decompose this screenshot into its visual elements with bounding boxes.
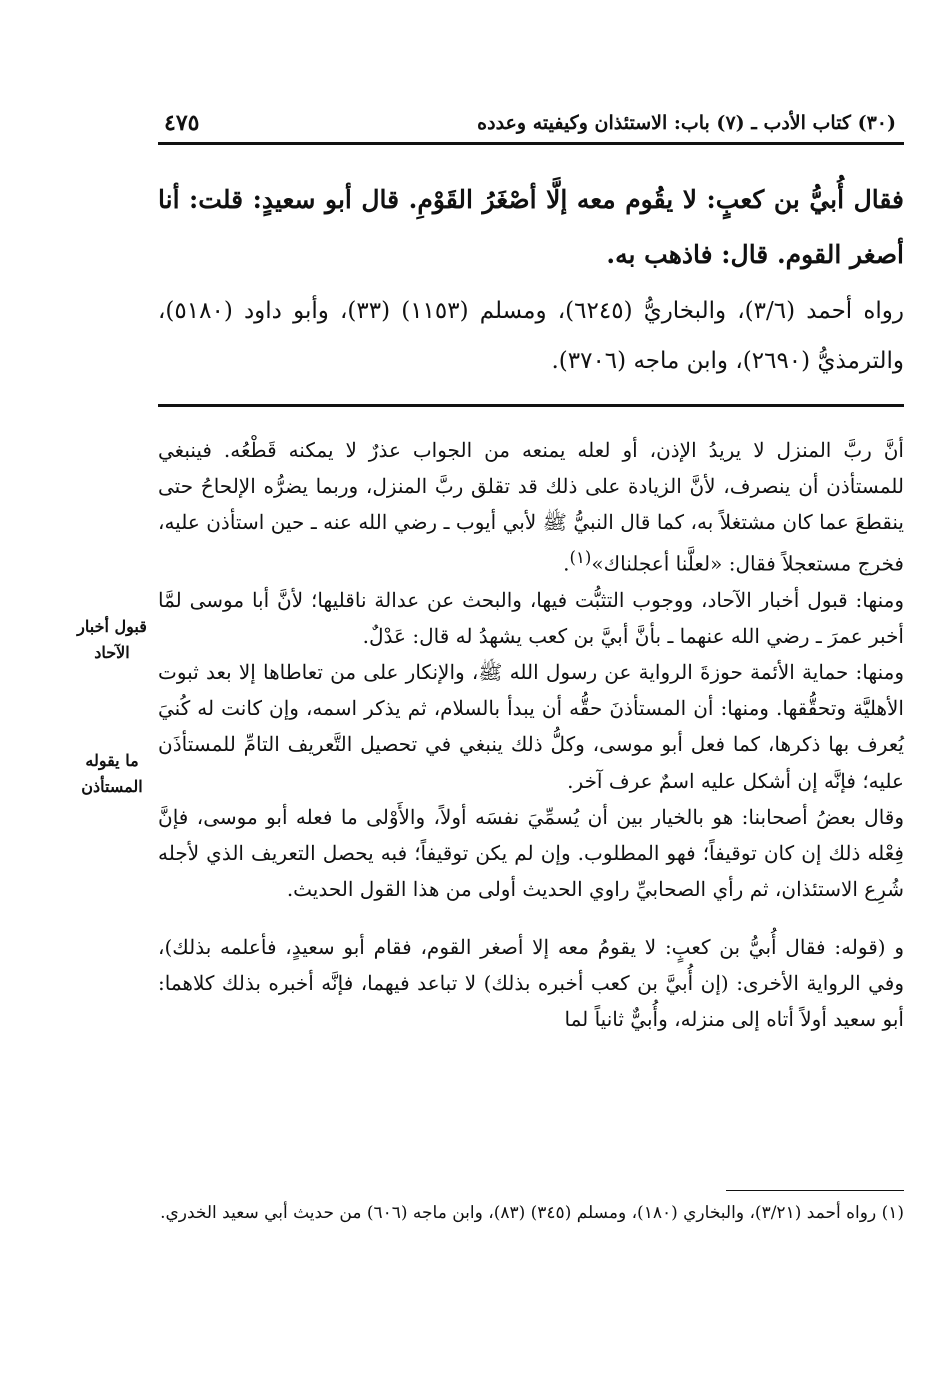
footnote-ref: (١) <box>569 548 592 568</box>
commentary-text-end: . <box>563 551 570 576</box>
page-number: ٤٧٥ <box>164 110 200 136</box>
footnote: (١) رواه أحمد (٣/٢١)، والبخاري (١٨٠)، ومسلم (٣٤٥) (٨٣)، وابن ماجه (٦٠٦) من حديث أبي سعيد الخدري. <box>160 1203 904 1223</box>
commentary-paragraph: و (قوله: فقال أُبيُّ بن كعبٍ: لا يقومُ معه إلا أصغر القوم، فقام أبو سعيدٍ، فأعلمه بذلك)، وفي الرواية الأخرى: (إن أُبيَّ بن كعب أخبره بذلك) لا تباعد فيهما، فإنَّه أخبره بذلك كلاهما: أبو سعيد أولاً أتاه إلى منزله، وأُبيٌّ ثانياً لما <box>158 934 904 1032</box>
chapter-title: (٣٠) كتاب الأدب ـ (٧) باب: الاستئذان وكيفيته وعدده <box>477 112 896 134</box>
commentary-paragraph: ومنها: حماية الأئمة حوزةَ الرواية عن رسول الله ﷺ، والإنكار على من تعاطاها إلا بعد ثبوت الأهليَّة وتحقُّقها. ومنها: أن المستأذنَ حقُّه أن يبدأ بالسلام، ثم يذكر اسمه، وإن كانت له كُنيَ يُعرف بها ذكرها، كما فعل أبو موسى، وكلُّ ذلك ينبغي في تحصيل التَّعريف التامِّ للمستأذَن عليه؛ فإنَّه إن أشكل عليه اسمٌ عرف آخر. <box>158 660 904 793</box>
margin-note: ما يقوله المستأذن <box>81 751 143 796</box>
book-page <box>77 96 905 1366</box>
commentary-paragraph: وقال بعضُ أصحابنا: هو بالخيار بين أن يُسمِّيَ نفسَه أولاً، والأَوْلى ما فعله أبو موسى، فإنَّ فِعْله ذلك إن كان توقيفاً؛ فهو المطلوب. وإن لم يكن توقيفاً؛ فبه يحصل التعريف الذي لأجله شُرِع الاستئذان، ثم رأي الصحابيِّ راوي الحديث أولى من هذا القول الحديث. <box>158 804 905 901</box>
section-divider <box>158 404 904 407</box>
commentary-paragraph <box>158 432 904 582</box>
commentary-text: أنَّ ربَّ المنزل لا يريدُ الإذن، أو لعله يمنعه من الجواب عذرٌ لا يمكنه قَطْعُه. فينبغي للمستأذن أن ينصرف، لأنَّ الزيادة على ذلك قد تقلق ربَّ المنزل، وربما يضرُّه الإلحاحُ حتى ينقطعَ عما كان مشتغلاً به، كما قال النبيُّ ﷺ لأبي أيوب ـ رضي الله عنه ـ حين استأذن عليه، فخرج مستعجلاً فقال: «لعلَّنا أعجلناك» <box>158 438 904 576</box>
hadith-takhrij: رواه أحمد (٣/٦)، والبخاريُّ (٦٢٤٥)، ومسلم (١١٥٣) (٣٣)، وأبو داود (٥١٨٠)، والترمذيُّ (٢٦٩٠)، وابن ماجه (٣٧٠٦). <box>158 298 904 374</box>
margin-note: قبول أخبار الآحاد <box>77 617 147 662</box>
commentary-paragraph: ومنها: قبول أخبار الآحاد، ووجوب التثبُّت فيها، والبحث عن عدالة ناقليها؛ لأنَّ أبا موسى لمَّا أخبر عمرَ ـ رضي الله عنهما ـ بأنَّ أبيَّ بن كعب يشهدُ له قال: عَدْلٌ. <box>158 588 904 649</box>
footnote-rule <box>726 1190 904 1191</box>
commentary <box>158 432 904 1037</box>
header-rule <box>158 142 904 145</box>
running-head <box>158 108 904 138</box>
hadith-text: فقال أُبيُّ بن كعبٍ: لا يقُوم معه إلَّا أصْغَرُ القَوْمِ. قال أبو سعيدٍ: قلت: أنا أصغر القوم. قال: فاذهب به. <box>158 185 904 269</box>
